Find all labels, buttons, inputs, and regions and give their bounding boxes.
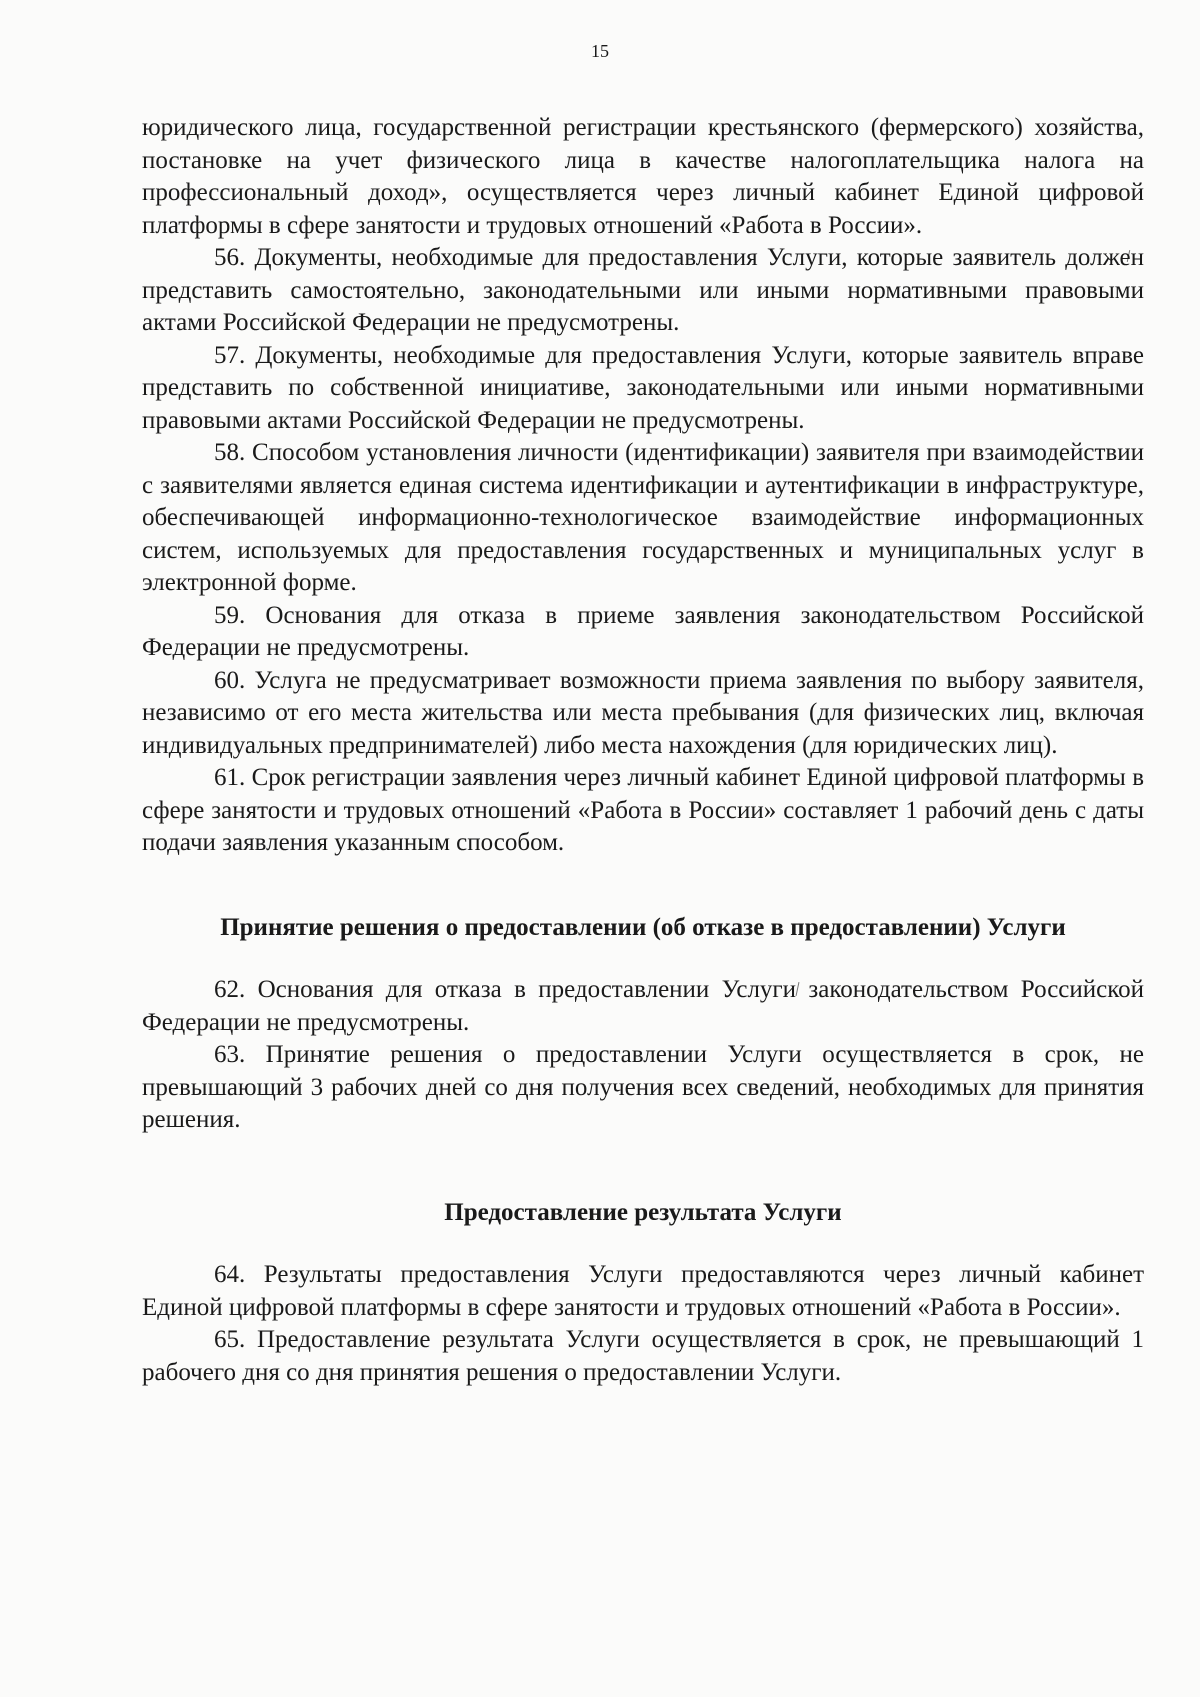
paragraph-62: 62. Основания для отказа в предоставлении Услуги законодательством Российской Федерации не предусмотрены.: [142, 976, 1144, 1036]
paragraph-61: 61. Срок регистрации заявления через личный кабинет Единой цифровой платформы в сфере занятости и трудовых отношений «Работа в России» составляет 1 рабочий день с даты подачи заявления указанным способом.: [142, 764, 1144, 856]
paragraph-58: 58. Способом установления личности (идентификации) заявителя при взаимодействии с заявителями является единая система идентификации и аутентификации в инфраструктуре, обеспечивающей информационно-технологическое взаимодействие информационных систем, используемых для предоставления государственных и муниципальных услуг в электронной форме.: [142, 439, 1144, 596]
paragraph-57: 57. Документы, необходимые для предоставления Услуги, которые заявитель вправе представить по собственной инициативе, законодательными или иными нормативными правовыми актами Российской Федерации не предусмотрены.: [142, 341, 1144, 434]
paragraph-continued: юридического лица, государственной регистрации крестьянского (фермерского) хозяйства, постановке на учет физического лица в качестве налогоплательщика налога на профессиональный доход», осуществляется через личный кабинет Единой цифровой платформы в сфере занятости и трудовых отношений «Работа в России».: [142, 114, 1144, 239]
section-heading-result: Предоставление результата Услуги: [444, 1198, 842, 1226]
page-number: 15: [591, 41, 609, 61]
section-heading-decision: Принятие решения о предоставлении (об отказе в предоставлении) Услуги: [220, 913, 1066, 941]
paragraph-60: 60. Услуга не предусматривает возможности приема заявления по выбору заявителя, независимо от его места жительства или места пребывания (для физических лиц, включая индивидуальных предпринимателей) либо места нахождения (для юридических лиц).: [142, 666, 1144, 759]
paragraph-64: 64. Результаты предоставления Услуги предоставляются через личный кабинет Единой цифровой платформы в сфере занятости и трудовых отношений «Работа в России».: [142, 1261, 1144, 1321]
paragraph-65: 65. Предоставление результата Услуги осуществляется в срок, не превышающий 1 рабочего дня со дня принятия решения о предоставлении Услуги.: [142, 1326, 1144, 1386]
paragraph-63: 63. Принятие решения о предоставлении Услуги осуществляется в срок, не превышающий 3 рабочих дней со дня получения всех сведений, необходимых для принятия решения.: [142, 1041, 1144, 1133]
document-body: [142, 112, 1144, 1389]
paragraph-56: 56. Документы, необходимые для предоставления Услуги, которые заявитель должен представить самостоятельно, законодательными или иными нормативными правовыми актами Российской Федерации не предусмотрены.: [142, 244, 1144, 336]
paragraph-59: 59. Основания для отказа в приеме заявления законодательством Российской Федерации не предусмотрены.: [142, 601, 1144, 661]
